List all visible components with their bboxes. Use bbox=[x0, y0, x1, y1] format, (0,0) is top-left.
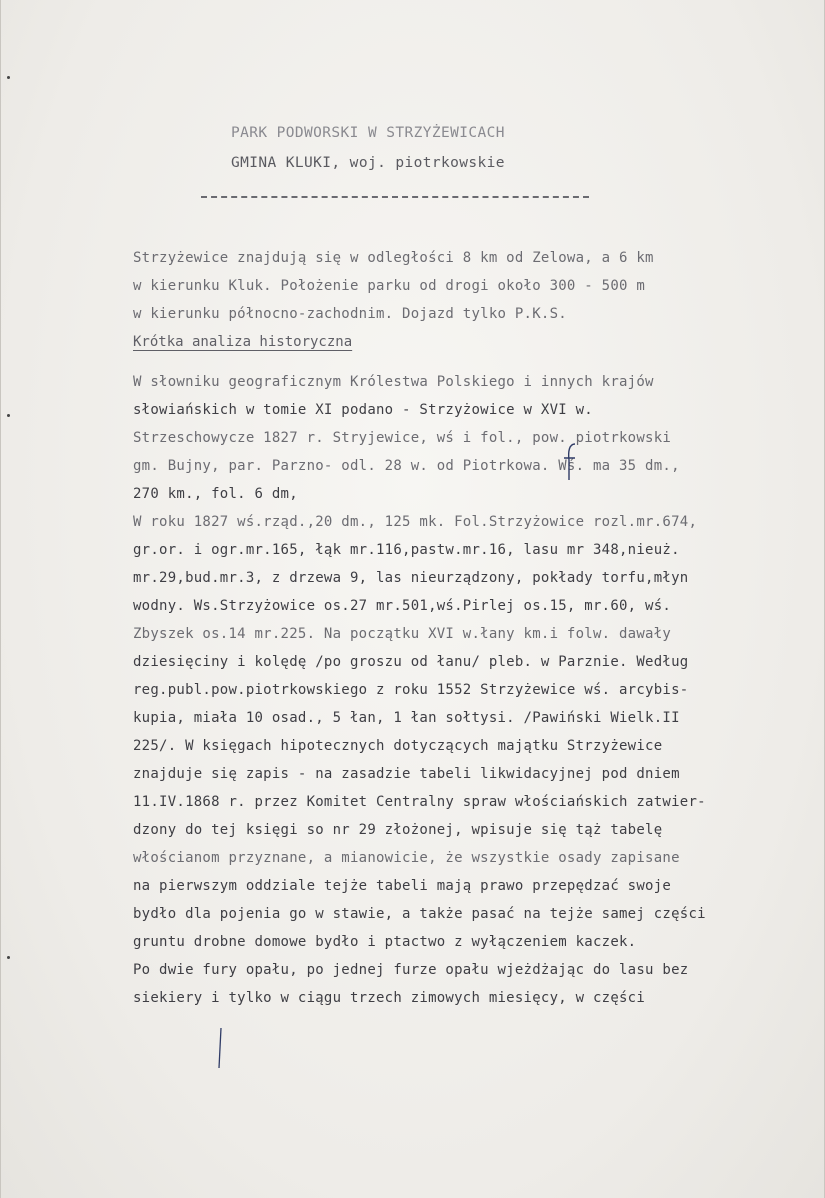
body-line: W słowniku geograficznym Królestwa Polskiego i innych krajów bbox=[133, 374, 654, 390]
body-line: na pierwszym oddziale tejże tabeli mają prawo przepędzać swoje bbox=[133, 878, 672, 894]
document-title bbox=[231, 118, 505, 178]
title-line-2: GMINA KLUKI, woj. piotrkowskie bbox=[231, 155, 505, 171]
title-underline bbox=[201, 196, 589, 198]
body-line: Po dwie fury opału, po jednej furze opału wjeżdżając do lasu bez bbox=[133, 962, 689, 978]
body-line: mr.29,bud.mr.3, z drzewa 9, las nieurządzony, pokłady torfu,młyn bbox=[133, 570, 689, 586]
body-line: siekiery i tylko w ciągu trzech zimowych miesięcy, w części bbox=[133, 990, 646, 1006]
body-line: bydło dla pojenia go w stawie, a także pasać na tejże samej części bbox=[133, 906, 706, 922]
intro-line: Strzyżewice znajdują się w odległości 8 km od Zelowa, a 6 km bbox=[133, 250, 654, 266]
body-line: dziesięciny i kolędę /po groszu od łanu/ pleb. w Parznie. Według bbox=[133, 654, 689, 670]
margin-dot bbox=[7, 414, 10, 417]
body-line: gr.or. i ogr.mr.165, łąk mr.116,pastw.mr.16, lasu mr 348,nieuż. bbox=[133, 542, 680, 558]
section-heading: Krótka analiza historyczna bbox=[133, 334, 353, 350]
body-line: słowiańskich w tomie XI podano - Strzyżowice w XVI w. bbox=[133, 402, 593, 418]
body-line: 11.IV.1868 r. przez Komitet Centralny spraw włościańskich zatwier- bbox=[133, 794, 706, 810]
body-line: kupia, miała 10 osad., 5 łan, 1 łan sołtysi. /Pawiński Wielk.II bbox=[133, 710, 680, 726]
margin-dot bbox=[7, 76, 10, 79]
body-line: gm. Bujny, par. Parzno- odl. 28 w. od Piotrkowa. Wś. ma 35 dm., bbox=[133, 458, 680, 474]
document-body bbox=[133, 244, 793, 1012]
body-line: włościanom przyznane, a mianowicie, że wszystkie osady zapisane bbox=[133, 850, 680, 866]
body-line: wodny. Ws.Strzyżowice os.27 mr.501,wś.Pirlej os.15, mr.60, wś. bbox=[133, 598, 672, 614]
handwritten-vertical-mark bbox=[213, 1026, 227, 1070]
body-line: Strzeschowycze 1827 r. Stryjewice, wś i fol., pow. piotrkowski bbox=[133, 430, 672, 446]
body-line: dzony do tej księgi so nr 29 złożonej, wpisuje się tąż tabelę bbox=[133, 822, 663, 838]
intro-line: w kierunku Kluk. Położenie parku od drogi około 300 - 500 m bbox=[133, 278, 646, 294]
body-line: W roku 1827 wś.rząd.,20 dm., 125 mk. Fol.Strzyżowice rozl.mr.674, bbox=[133, 514, 698, 530]
body-line: gruntu drobne domowe bydło i ptactwo z wyłączeniem kaczek. bbox=[133, 934, 637, 950]
body-line: znajduje się zapis - na zasadzie tabeli likwidacyjnej pod dniem bbox=[133, 766, 680, 782]
body-line: reg.publ.pow.piotrkowskiego z roku 1552 Strzyżewice wś. arcybis- bbox=[133, 682, 689, 698]
body-line: Zbyszek os.14 mr.225. Na początku XVI w.łany km.i folw. dawały bbox=[133, 626, 672, 642]
body-line: 225/. W księgach hipotecznych dotyczących majątku Strzyżewice bbox=[133, 738, 663, 754]
margin-dot bbox=[7, 956, 10, 959]
handwritten-f-mark bbox=[561, 442, 581, 482]
body-line: 270 km., fol. 6 dm, bbox=[133, 486, 298, 502]
title-line-1: PARK PODWORSKI W STRZYŻEWICACH bbox=[231, 125, 505, 141]
intro-line: w kierunku północno-zachodnim. Dojazd tylko P.K.S. bbox=[133, 306, 567, 322]
